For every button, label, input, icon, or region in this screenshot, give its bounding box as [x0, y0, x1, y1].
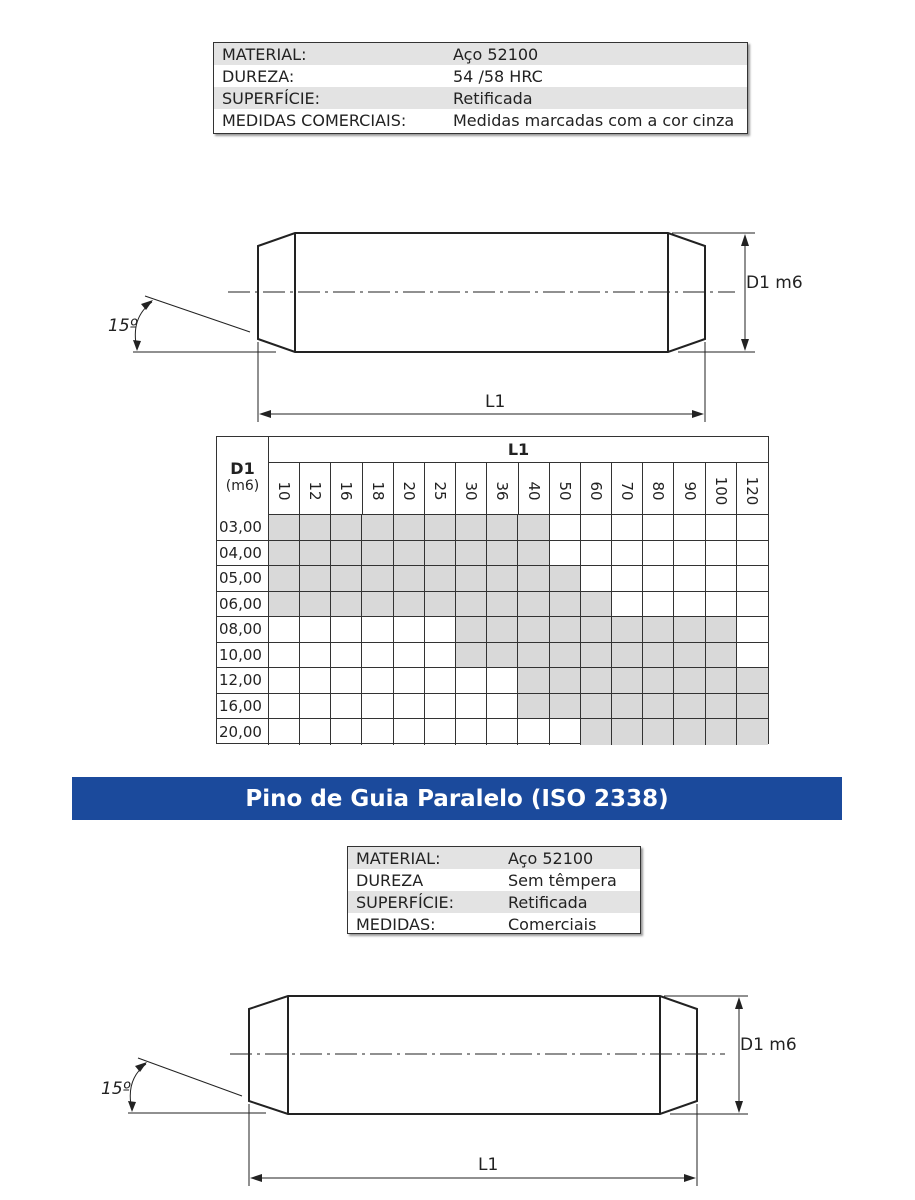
section-banner [72, 777, 842, 820]
available-size-cell [706, 643, 737, 668]
spec-row-sizes [214, 109, 747, 131]
available-size-cell [643, 643, 674, 668]
unavailable-size-cell [300, 719, 331, 745]
available-size-cell [674, 643, 705, 668]
unavailable-size-cell [706, 515, 737, 540]
unavailable-size-cell [487, 694, 518, 719]
available-size-cell [394, 566, 425, 591]
length-header-cell [300, 463, 331, 514]
unavailable-size-cell [612, 566, 643, 591]
available-size-cell [456, 643, 487, 668]
length-header-cell [737, 463, 768, 514]
length-label: L1 [485, 392, 506, 412]
unavailable-size-cell [550, 515, 581, 540]
length-label: 16 [337, 481, 356, 501]
spec-row-material [214, 43, 747, 65]
length-header-cell [363, 463, 394, 514]
available-size-cell [394, 592, 425, 617]
length-label: 18 [368, 481, 387, 501]
unavailable-size-cell [456, 719, 487, 745]
unavailable-size-cell [581, 541, 612, 566]
available-size-cell [550, 643, 581, 668]
available-size-cell [456, 541, 487, 566]
unavailable-size-cell [643, 515, 674, 540]
unavailable-size-cell [706, 592, 737, 617]
unavailable-size-cell [581, 566, 612, 591]
table-row [217, 643, 768, 669]
length-label: 40 [524, 481, 543, 501]
arrow-head [133, 340, 141, 351]
available-size-cell [674, 668, 705, 693]
d1-subheader: (m6) [225, 477, 260, 494]
unavailable-size-cell [612, 515, 643, 540]
unavailable-size-cell [300, 694, 331, 719]
unavailable-size-cell [456, 694, 487, 719]
unavailable-size-cell [518, 719, 549, 745]
pin-outline [249, 996, 697, 1114]
d1-header-cell [217, 437, 269, 515]
length-header-cell [331, 463, 362, 514]
unavailable-size-cell [612, 592, 643, 617]
spec-row-surface [214, 87, 747, 109]
available-size-cell [706, 668, 737, 693]
available-size-cell [362, 515, 393, 540]
unavailable-size-cell [737, 643, 768, 668]
available-size-cell [581, 643, 612, 668]
unavailable-size-cell [487, 719, 518, 745]
available-size-cell [550, 592, 581, 617]
d1-value: 10,00 [217, 643, 269, 668]
unavailable-size-cell [643, 541, 674, 566]
available-size-cell [300, 515, 331, 540]
available-size-cell [518, 566, 549, 591]
available-size-cell [643, 719, 674, 745]
unavailable-size-cell [487, 668, 518, 693]
available-size-cell [331, 592, 362, 617]
unavailable-size-cell [362, 643, 393, 668]
unavailable-size-cell [643, 566, 674, 591]
available-size-cell [581, 592, 612, 617]
table-row [217, 694, 768, 720]
d1-value: 03,00 [217, 515, 269, 540]
unavailable-size-cell [331, 719, 362, 745]
arrow-head [128, 1101, 136, 1112]
available-size-cell [425, 566, 456, 591]
length-label: 60 [586, 481, 605, 501]
available-size-cell [581, 719, 612, 745]
arrow-head [735, 1101, 743, 1113]
available-size-cell [550, 617, 581, 642]
unavailable-size-cell [394, 719, 425, 745]
spec-label: MATERIAL: [222, 44, 307, 64]
length-header-cell [550, 463, 581, 514]
arrow-head [741, 339, 749, 351]
l1-header: L1 [269, 437, 768, 463]
unavailable-size-cell [331, 668, 362, 693]
available-size-cell [518, 668, 549, 693]
available-size-cell [518, 694, 549, 719]
arrow-head [259, 410, 271, 418]
pin-drawing-2 [0, 980, 915, 1195]
length-header-cell [456, 463, 487, 514]
length-label: 25 [431, 481, 450, 501]
unavailable-size-cell [425, 643, 456, 668]
length-header-row [269, 463, 768, 515]
spec-table-2 [347, 846, 641, 934]
length-header-cell [706, 463, 737, 514]
unavailable-size-cell [706, 566, 737, 591]
arrow-head [735, 997, 743, 1009]
length-label: 70 [618, 481, 637, 501]
unavailable-size-cell [456, 668, 487, 693]
available-size-cell [362, 592, 393, 617]
unavailable-size-cell [706, 541, 737, 566]
d1-header: D1 [230, 458, 255, 478]
unavailable-size-cell [362, 694, 393, 719]
available-size-cell [550, 566, 581, 591]
available-size-cell [612, 643, 643, 668]
unavailable-size-cell [737, 592, 768, 617]
unavailable-size-cell [674, 566, 705, 591]
angle-label: 15º [108, 316, 138, 336]
d1-value: 20,00 [217, 719, 269, 745]
d1-value: 05,00 [217, 566, 269, 591]
length-label: 30 [462, 481, 481, 501]
unavailable-size-cell [331, 694, 362, 719]
unavailable-size-cell [425, 694, 456, 719]
available-size-cell [331, 566, 362, 591]
unavailable-size-cell [269, 643, 300, 668]
length-header-cell [519, 463, 550, 514]
arrow-head [141, 300, 153, 310]
available-size-cell [550, 694, 581, 719]
available-size-cell [300, 592, 331, 617]
available-size-cell [706, 694, 737, 719]
available-size-cell [674, 617, 705, 642]
available-size-cell [425, 541, 456, 566]
unavailable-size-cell [737, 541, 768, 566]
unavailable-size-cell [737, 566, 768, 591]
pin-drawing-1 [0, 220, 915, 430]
banner-title: Pino de Guia Paralelo (ISO 2338) [245, 785, 669, 812]
available-size-cell [643, 668, 674, 693]
length-label: 100 [711, 476, 730, 506]
available-size-cell [581, 668, 612, 693]
available-size-cell [456, 592, 487, 617]
unavailable-size-cell [269, 719, 300, 745]
size-availability-grid [216, 436, 769, 744]
unavailable-size-cell [362, 719, 393, 745]
d1-value: 16,00 [217, 694, 269, 719]
spec-value: Sem têmpera [508, 870, 617, 890]
unavailable-size-cell [425, 719, 456, 745]
available-size-cell [456, 515, 487, 540]
unavailable-size-cell [394, 694, 425, 719]
available-size-cell [394, 515, 425, 540]
available-size-cell [456, 566, 487, 591]
unavailable-size-cell [425, 668, 456, 693]
d1-value: 04,00 [217, 541, 269, 566]
available-size-cell [331, 541, 362, 566]
available-size-cell [487, 541, 518, 566]
unavailable-size-cell [550, 541, 581, 566]
d1-value: 08,00 [217, 617, 269, 642]
available-size-cell [487, 592, 518, 617]
available-size-cell [456, 617, 487, 642]
available-size-cell [518, 515, 549, 540]
available-size-cell [612, 694, 643, 719]
available-size-cell [518, 617, 549, 642]
unavailable-size-cell [394, 643, 425, 668]
available-size-cell [269, 566, 300, 591]
available-size-cell [518, 592, 549, 617]
available-size-cell [487, 515, 518, 540]
available-size-cell [269, 592, 300, 617]
available-size-cell [706, 719, 737, 745]
spec-value: Retificada [508, 892, 588, 912]
length-label: 36 [493, 481, 512, 501]
available-size-cell [300, 541, 331, 566]
spec-row-sizes [348, 913, 640, 935]
angle-ref-line [138, 1058, 242, 1096]
unavailable-size-cell [394, 668, 425, 693]
table-row [217, 592, 768, 618]
unavailable-size-cell [300, 668, 331, 693]
spec-label: MEDIDAS: [356, 914, 436, 934]
available-size-cell [269, 541, 300, 566]
spec-value: 54 /58 HRC [453, 66, 543, 86]
spec-row-hardness [214, 65, 747, 87]
length-header-cell [643, 463, 674, 514]
spec-label: MEDIDAS COMERCIAIS: [222, 110, 407, 130]
table-row [217, 515, 768, 541]
unavailable-size-cell [581, 515, 612, 540]
available-size-cell [643, 694, 674, 719]
available-size-cell [612, 668, 643, 693]
length-header-cell [674, 463, 705, 514]
available-size-cell [487, 566, 518, 591]
available-size-cell [394, 541, 425, 566]
available-size-cell [425, 515, 456, 540]
unavailable-size-cell [674, 541, 705, 566]
unavailable-size-cell [737, 515, 768, 540]
available-size-cell [331, 515, 362, 540]
length-header-cell [612, 463, 643, 514]
spec-table-1 [213, 42, 748, 134]
length-label: 10 [275, 481, 294, 501]
length-label: 20 [399, 481, 418, 501]
spec-label: SUPERFÍCIE: [356, 892, 455, 912]
d1-value: 06,00 [217, 592, 269, 617]
spec-row-surface [348, 891, 640, 913]
spec-value: Aço 52100 [453, 44, 539, 64]
available-size-cell [581, 617, 612, 642]
unavailable-size-cell [612, 541, 643, 566]
available-size-cell [612, 719, 643, 745]
available-size-cell [737, 694, 768, 719]
available-size-cell [362, 566, 393, 591]
spec-label: MATERIAL: [356, 848, 441, 868]
length-header-cell [269, 463, 300, 514]
table-row [217, 719, 768, 745]
spec-label: DUREZA [356, 870, 424, 890]
available-size-cell [674, 719, 705, 745]
unavailable-size-cell [394, 617, 425, 642]
unavailable-size-cell [362, 668, 393, 693]
arrow-head [135, 1062, 147, 1072]
available-size-cell [550, 668, 581, 693]
unavailable-size-cell [331, 643, 362, 668]
length-header-cell [425, 463, 456, 514]
unavailable-size-cell [550, 719, 581, 745]
available-size-cell [612, 617, 643, 642]
length-label: 90 [680, 481, 699, 501]
available-size-cell [643, 617, 674, 642]
available-size-cell [518, 643, 549, 668]
spec-row-material [348, 847, 640, 869]
unavailable-size-cell [674, 592, 705, 617]
unavailable-size-cell [737, 617, 768, 642]
unavailable-size-cell [269, 617, 300, 642]
available-size-cell [487, 617, 518, 642]
spec-value: Aço 52100 [508, 848, 594, 868]
available-size-cell [300, 566, 331, 591]
available-size-cell [487, 643, 518, 668]
angle-ref-line [145, 296, 250, 332]
arrow-head [692, 410, 704, 418]
table-row [217, 617, 768, 643]
available-size-cell [737, 719, 768, 745]
unavailable-size-cell [269, 694, 300, 719]
spec-label: DUREZA: [222, 66, 295, 86]
length-header-cell [394, 463, 425, 514]
spec-row-hardness [348, 869, 640, 891]
grid-body [217, 515, 768, 743]
spec-label: SUPERFÍCIE: [222, 88, 321, 108]
unavailable-size-cell [331, 617, 362, 642]
available-size-cell [518, 541, 549, 566]
available-size-cell [674, 694, 705, 719]
diameter-label: D1 m6 [740, 1035, 797, 1055]
arrow-head [684, 1174, 696, 1182]
unavailable-size-cell [674, 515, 705, 540]
length-label: L1 [478, 1155, 499, 1175]
arrow-head [741, 234, 749, 246]
unavailable-size-cell [300, 643, 331, 668]
spec-value: Medidas marcadas com a cor cinza [453, 110, 735, 130]
length-label: 120 [743, 476, 762, 506]
available-size-cell [362, 541, 393, 566]
d1-value: 12,00 [217, 668, 269, 693]
unavailable-size-cell [362, 617, 393, 642]
available-size-cell [737, 668, 768, 693]
length-header-cell [487, 463, 518, 514]
spec-value: Comerciais [508, 914, 597, 934]
table-row [217, 566, 768, 592]
available-size-cell [425, 592, 456, 617]
unavailable-size-cell [425, 617, 456, 642]
length-label: 80 [649, 481, 668, 501]
unavailable-size-cell [269, 668, 300, 693]
unavailable-size-cell [643, 592, 674, 617]
length-header-cell [581, 463, 612, 514]
arrow-head [250, 1174, 262, 1182]
table-row [217, 668, 768, 694]
available-size-cell [706, 617, 737, 642]
length-label: 50 [555, 481, 574, 501]
unavailable-size-cell [300, 617, 331, 642]
diameter-label: D1 m6 [746, 273, 803, 293]
spec-value: Retificada [453, 88, 533, 108]
angle-label: 15º [101, 1079, 131, 1099]
length-label: 12 [306, 481, 325, 501]
available-size-cell [581, 694, 612, 719]
available-size-cell [269, 515, 300, 540]
table-row [217, 541, 768, 567]
